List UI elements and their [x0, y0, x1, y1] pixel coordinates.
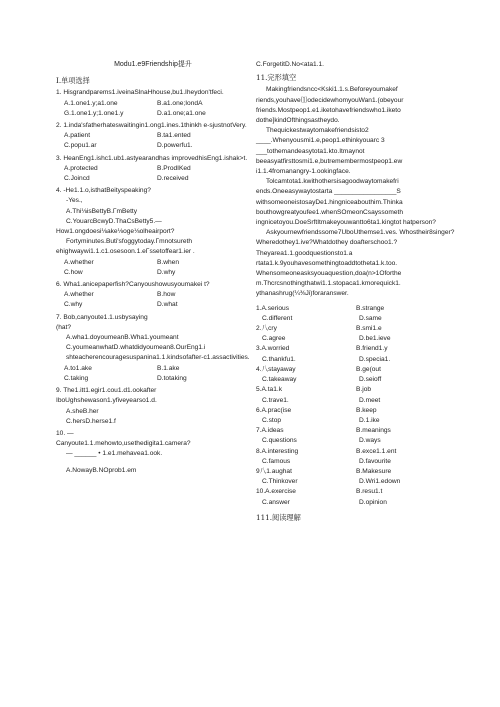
cloze-option: B.smi1.e — [356, 325, 382, 333]
cloze-option: 3.A.worried — [256, 345, 290, 353]
cloze-options — [256, 304, 456, 508]
cloze-option: C.Thinkover — [262, 478, 298, 486]
cloze-option: 2.八cry — [256, 325, 277, 333]
question-3: 3. HeanEng1.ishc1.ub1.astyearandhas improvedhisEng1.ishak>t. — [56, 154, 248, 162]
cloze-option: D.favourite — [359, 457, 391, 465]
cloze-option-row — [256, 426, 456, 436]
cloze-option: B.strange — [356, 304, 385, 312]
question-10-options-ab: A.NowayB.NOprob1.em — [66, 466, 137, 474]
option: B.1.ake — [157, 364, 180, 372]
cloze-option-row — [256, 324, 456, 334]
cloze-option: C.thankfu1. — [262, 355, 296, 363]
option: B.when — [157, 258, 179, 266]
cloze-option: B.Makesure — [356, 467, 392, 475]
cloze-option: C.agree — [262, 335, 286, 343]
option: B.how — [157, 291, 176, 299]
cloze-option-row — [256, 396, 456, 406]
option: C.why — [64, 301, 83, 309]
cloze-option-row — [256, 385, 456, 395]
cloze-option-row — [256, 304, 456, 314]
cloze-option-row — [256, 457, 456, 467]
option: A.protected — [64, 164, 98, 172]
cloze-option-row — [256, 406, 456, 416]
cloze-option: B.exce1.1.ent — [356, 447, 397, 455]
cloze-option: 5.A.ta1.k — [256, 386, 283, 394]
option: A.whether — [64, 258, 94, 266]
cloze-option: 1.A.serious — [256, 304, 289, 312]
option: D.totaking — [157, 374, 187, 382]
question-9: 9. The1.itt1.egir1.cou1.d1.ookafter IboUghshewason1.yfiveyearso1.d. — [56, 387, 157, 405]
question-10: 10. — — [56, 429, 74, 437]
cloze-paragraph-2: Thequickestwaytomakefriendsisto2 ____.Whenyousmi1.e,peop1.ethinkyouarc 3 ___tothemandeasytota1.kto.Itmaynot beeasyatfirsttosmi1.e,butremembermostpeop1.ew i1.1.4fromanangry-1.ookingface. — [256, 127, 403, 176]
cloze-option-row — [256, 334, 456, 344]
question-9-options-ab: A.sheB.her — [66, 407, 99, 415]
option: A.1.one1.y;a1.one — [64, 99, 118, 107]
cloze-option: D.Wri1.edown — [359, 478, 401, 486]
question-3-options — [64, 164, 250, 184]
question-4: 4. -He1.1.o,isthatBeityspeaking? — [56, 187, 151, 195]
cloze-option: B.keep — [356, 406, 377, 414]
question-9-options-cd: C.hersD.herse1.f — [66, 417, 116, 425]
option: D.received — [157, 175, 189, 183]
cloze-option: 8.A.interesting — [256, 447, 299, 455]
left-column — [56, 60, 250, 476]
question-7: 7. Bob,canyoute1.1.usbysaying — [56, 313, 148, 321]
question-5: How1.ongdoesi⅛ake⅛oge⅛olheairport? — [56, 228, 175, 236]
cloze-option: D.opinion — [359, 498, 387, 506]
question-1: 1. Hisgrandparems1.iveinaSlnaHhouse,bu1.Iheydon'tfeci. — [56, 89, 224, 97]
question-6: 6. Wha1.anicepaperfish?Canyoushowusyoumakei t? — [56, 281, 210, 289]
option: C.how — [64, 268, 83, 276]
cloze-option: D.same — [359, 314, 382, 322]
section-heading-reading: 111.阅读理解 — [256, 512, 301, 522]
question-7-options-ab: A.wha1.doyoumeanB.Wha1.youmeant — [66, 334, 179, 342]
option: A.whether — [64, 291, 94, 299]
cloze-option: B.resu1.t — [356, 488, 383, 496]
option: C.Joincd — [64, 175, 90, 183]
question-7-reply: (hat? — [56, 323, 72, 331]
cloze-option: B.ge(out — [356, 365, 381, 373]
question-4-options-ab: A.Thi⅛isBettyB.ΓmBetty — [66, 207, 138, 215]
question-4-options-cd: C.YouarcBcwyD.ThaCsBetty5.— — [66, 217, 162, 225]
cloze-option: C.stop — [262, 416, 282, 424]
cloze-option-row — [256, 314, 456, 324]
cloze-option: B.friend1.y — [356, 345, 388, 353]
option: B.ProdIKed — [157, 164, 191, 172]
cloze-paragraph-3: Tolcamtota1.kwithothersisagoodwaytomakefri ends.Oneeasywaytostarta _________________S withsomeoneistosayDe1.hingniceabouthim.Thinka bouthowgreatyoufee1.whenSOmeonCsayssometh ingnicetoyou.DoeSrftItmakeyouwantto6ta1.kingtot hatperson? — [256, 178, 436, 227]
question-5-options — [64, 258, 250, 278]
cloze-option: C.takeaway — [262, 376, 297, 384]
right-column — [256, 60, 456, 525]
question-4-reply: -Yes., — [66, 197, 83, 205]
cloze-option-row — [256, 375, 456, 385]
cloze-option: B.meanings — [356, 427, 391, 435]
section-heading-single-choice: I.单项选择 — [56, 76, 90, 86]
question-10-dialogue-1: Canyoute1.1.mehowto,usethedigita1.camera? — [56, 440, 191, 448]
option: G.1.one1.y;1.one1.y — [64, 109, 124, 117]
question-7-options-cd-and-question-8: C.youmeanwhatD.whatdidyoumean8.OurEng1.i shteacherencouragesuspanina1.1.kindsofafter-c1.assactivities. — [66, 344, 250, 362]
cloze-option-row — [256, 365, 456, 375]
question-1-options — [64, 99, 250, 119]
cloze-option: C.famous — [262, 457, 291, 465]
option: C.taking — [64, 374, 89, 382]
option: B.ta1.ented — [157, 132, 191, 140]
cloze-option: D.be1.ieve — [359, 335, 391, 343]
cloze-option-row — [256, 487, 456, 497]
cloze-option: 6.A.prac(ise — [256, 406, 292, 414]
page-title: Modu1.e9Friendship提升 — [114, 61, 192, 68]
question-5-reply: Fortyminutes.Buti'sfoggytoday.Γmnotsureth ehighwaywi1.1.c1.osesoon.1.eΓssetoffear1.ier . — [56, 238, 195, 256]
cloze-option: 9八1.aughat — [256, 467, 292, 475]
question-2-options — [64, 131, 250, 151]
cloze-option: D.specia1. — [359, 355, 391, 363]
cloze-option: C.questions — [262, 437, 297, 445]
cloze-option-row — [256, 416, 456, 426]
cloze-paragraph-4: Askyournewfriendssome7UboUthemse1.ves. Whostheir8singer?Wheredothey1.ive?Whatdothey doafterschoo1.?Theyarea1.1.goodquestionsto1.a rtata1.k.9youhavesomethingtoaddtotheta1.k.too. Whensomeoneasksyouaquestion,doa(n>1Oforthe m.Thcrcsnothingthatwi1.1.stopaca1.kmorequick1. ythanashrug(¼⅜Ji)foraranswer. — [256, 229, 455, 298]
cloze-option: D.meet — [359, 396, 381, 404]
option: D.powerfu1. — [157, 142, 193, 150]
cloze-option-row — [256, 436, 456, 446]
question-6-options — [64, 290, 250, 310]
cloze-option-row — [256, 498, 456, 508]
question-10-dialogue-2: — ______ • 1.e1.mehavea1.ook. — [66, 450, 163, 458]
cloze-option: B.job — [356, 386, 372, 394]
question-2: 2. 1.inda'sfatherhateswaitingin1.ong1.ines.1thinkh e-sjustnotVery. — [56, 122, 247, 130]
cloze-option-row — [256, 467, 456, 477]
option: B.a1.one;IondA — [157, 99, 203, 107]
cloze-option: C.different — [262, 314, 293, 322]
cloze-option: D.seioff — [359, 376, 382, 384]
option: D.what — [157, 301, 178, 309]
section-heading-cloze: 11.完形填空 — [256, 73, 297, 83]
option: A.to1.ake — [64, 364, 92, 372]
cloze-option: C.trave1. — [262, 396, 289, 404]
cloze-option: 7.A.ideas — [256, 427, 284, 435]
cloze-option-row — [256, 355, 456, 365]
cloze-option-row — [256, 447, 456, 457]
cloze-paragraph-1: Makingfriendsncc<Kski1.1.s.Beforeyoumakef riends,youhave⑴odecidewhomyouWan1.(obeyour friends.Mostpeop1.e1.iketohavefriendswho1.iketo dothe]kindOfthingsastheydo. — [256, 86, 404, 125]
cloze-option: D.ways — [359, 437, 381, 445]
question-10-options-cd: C.ForgetitD.No<ata1.1. — [256, 61, 324, 68]
cloze-option: D.1.ike — [359, 416, 380, 424]
cloze-option: C.answer — [262, 498, 290, 506]
option: D.why — [157, 268, 176, 276]
cloze-option-row — [256, 477, 456, 487]
option: C.popu1.ar — [64, 142, 97, 150]
cloze-option: 4.八stayaway — [256, 365, 296, 373]
cloze-option-row — [256, 344, 456, 354]
option: D.a1.one;a1.one — [157, 109, 206, 117]
option: A.patient — [64, 132, 91, 140]
question-8-options — [64, 364, 250, 384]
cloze-option: 10.A.exercise — [256, 488, 296, 496]
